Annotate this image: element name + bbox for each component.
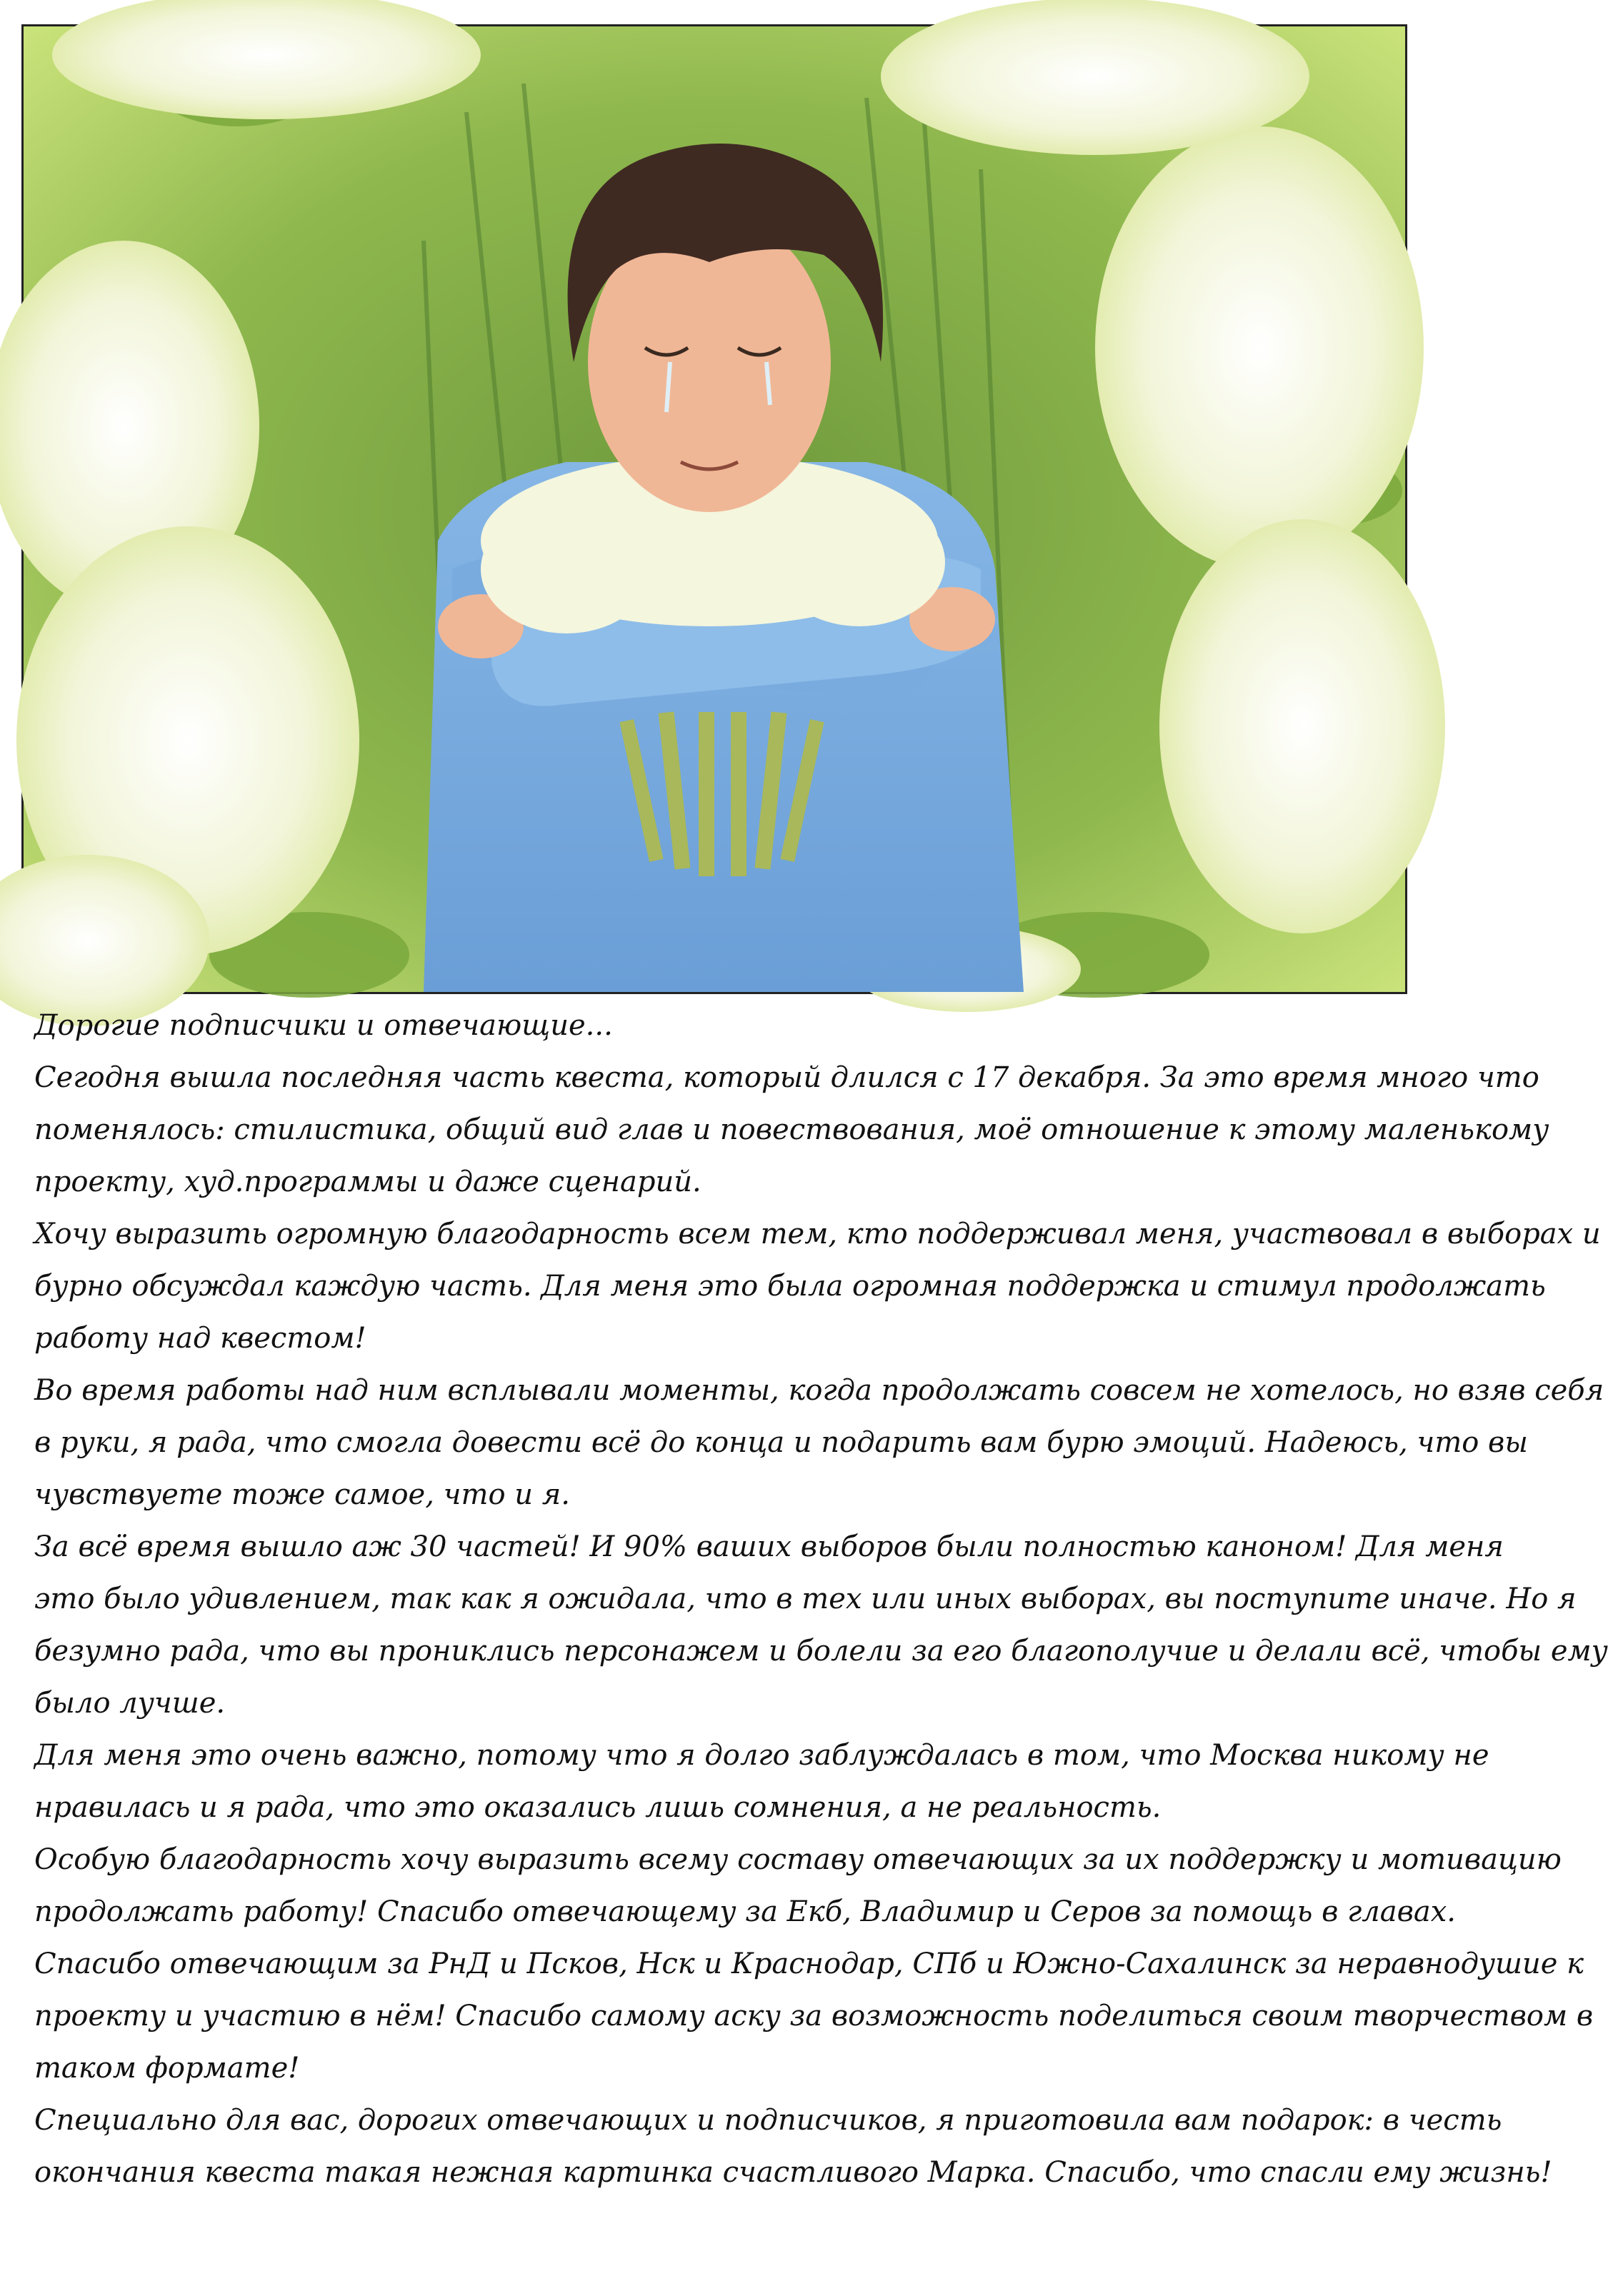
letter-line: Спасибо отвечающим за РнД и Псков, Нск и Краснодар, СПб и Южно-Сахалинск за неравнодушие к bbox=[34, 1947, 1584, 1980]
letter-line: Дорогие подписчики и отвечающие... bbox=[34, 1009, 613, 1042]
letter-line: Хочу выразить огромную благодарность всем тем, кто поддерживал меня, участвовал в выборах и bbox=[34, 1218, 1601, 1250]
letter-line: Особую благодарность хочу выразить всему составу отвечающих за их поддержку и мотивацию bbox=[34, 1843, 1562, 1876]
letter-line: бурно обсуждал каждую часть. Для меня это была огромная поддержка и стимул продолжать bbox=[34, 1270, 1546, 1303]
letter-line: поменялось: стилистика, общий вид глав и повествования, моё отношение к этому маленькому bbox=[34, 1113, 1549, 1146]
letter-line: было лучше. bbox=[34, 1687, 226, 1720]
letter-text bbox=[34, 1000, 1608, 2285]
letter-line: Специально для вас, дорогих отвечающих и подписчиков, я приготовила вам подарок: в честь bbox=[34, 2104, 1502, 2137]
letter-line: Во время работы над ним всплывали моменты, когда продолжать совсем не хотелось, но взяв себя bbox=[34, 1374, 1604, 1407]
letter-line: За всё время вышло аж 30 частей! И 90% ваших выборов были полностью каноном! Для меня bbox=[34, 1530, 1504, 1563]
letter-line: проекту и участию в нём! Спасибо самому аску за возможность поделиться своим творчеством в bbox=[34, 2000, 1594, 2032]
letter-line: безумно рада, что вы прониклись персонажем и болели за его благополучие и делали всё, чтобы ему bbox=[34, 1635, 1608, 1668]
letter-line: Сегодня вышла последняя часть квеста, который длился с 17 декабря. За это время много что bbox=[34, 1061, 1539, 1094]
letter-line: это было удивлением, так как я ожидала, что в тех или иных выборах, вы поступите иначе. Но я bbox=[34, 1583, 1577, 1615]
letter-line: в руки, я рада, что смогла довести всё до конца и подарить вам бурю эмоций. Надеюсь, что вы bbox=[34, 1426, 1528, 1459]
illustration-panel bbox=[21, 24, 1407, 994]
letter-line: нравилась и я рада, что это оказались лишь сомнения, а не реальность. bbox=[34, 1791, 1162, 1824]
letter-line: таком формате! bbox=[34, 2052, 300, 2085]
letter-line: работу над квестом! bbox=[34, 1322, 366, 1355]
letter-line: чувствуете тоже самое, что и я. bbox=[34, 1478, 570, 1511]
letter-line: окончания квеста такая нежная картинка счастливого Марка. Спасибо, что спасли ему жизнь! bbox=[34, 2156, 1552, 2189]
letter-line: Для меня это очень важно, потому что я долго заблуждалась в том, что Москва никому не bbox=[34, 1739, 1489, 1772]
letter-line: проекту, худ.программы и даже сценарий. bbox=[34, 1165, 701, 1198]
illustration-art bbox=[24, 26, 1405, 992]
letter-line: продолжать работу! Спасибо отвечающему за Екб, Владимир и Серов за помощь в главах. bbox=[34, 1895, 1456, 1928]
